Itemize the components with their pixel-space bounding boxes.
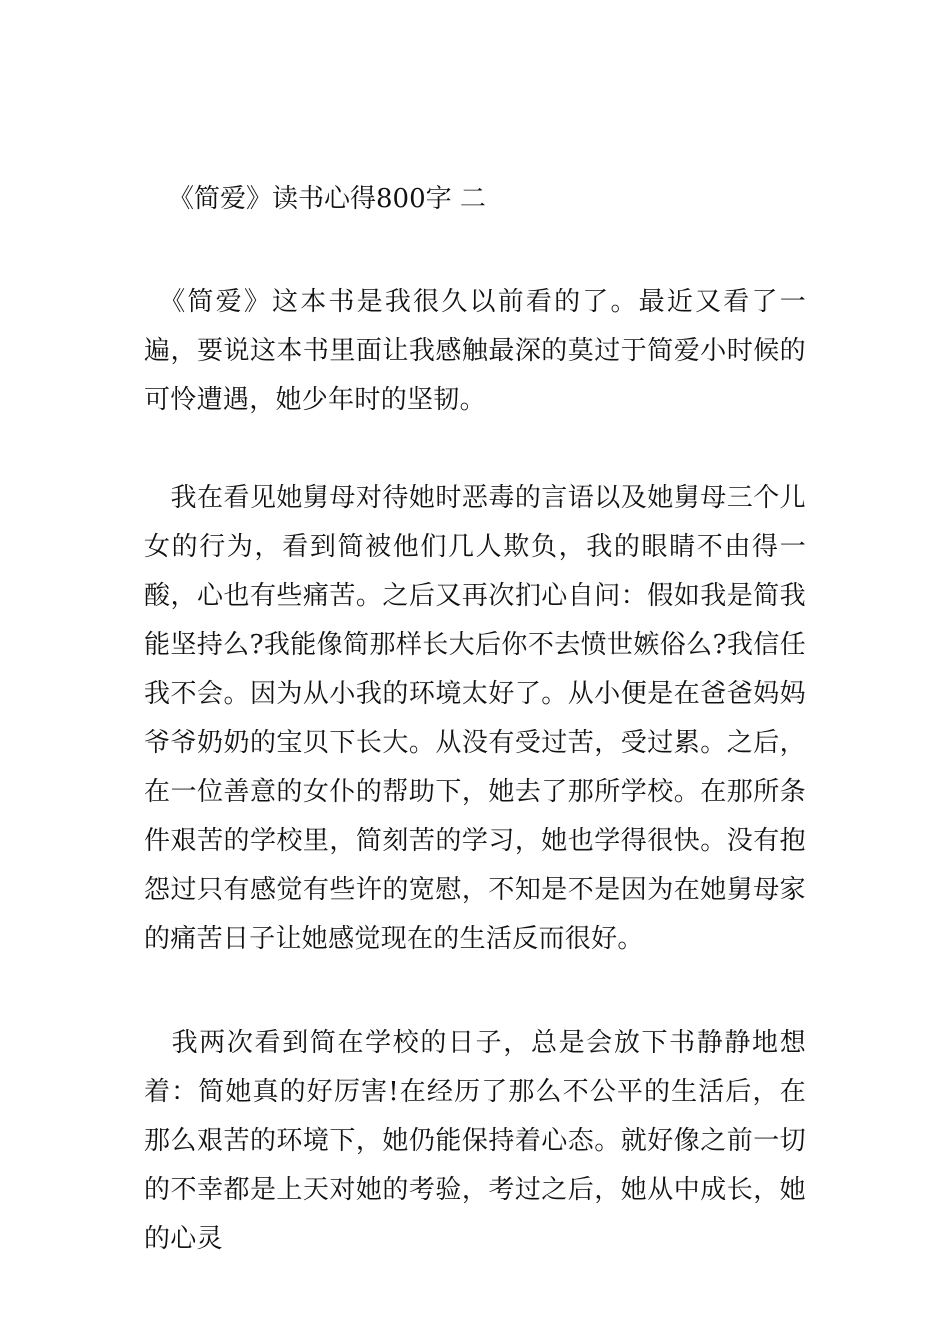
paragraph-3: 我两次看到简在学校的日子，总是会放下书静静地想着：简她真的好厉害!在经历了那么不公平的生活后，在那么艰苦的环境下，她仍能保持着心态。就好像之前一切的不幸都是上天对她的考验，考过之后，她从中成长，她的心灵 [144,1028,806,1254]
document-title: 《简爱》读书心得800字 二 [168,184,486,214]
paragraph-1: 《简爱》这本书是我很久以前看的了。最近又看了一遍，要说这本书里面让我感触最深的莫过于简爱小时候的可怜遭遇，她少年时的坚韧。 [144,287,806,415]
paragraph-2: 我在看见她舅母对待她时恶毒的言语以及她舅母三个儿女的行为，看到简被他们几人欺负，我的眼睛不由得一酸，心也有些痛苦。之后又再次扪心自问：假如我是简我能坚持么?我能像简那样长大后你不去愤世嫉俗么?我信任我不会。因为从小我的环境太好了。从小便是在爸爸妈妈爷爷奶奶的宝贝下长大。从没有受过苦，受过累。之后，在一位善意的女仆的帮助下，她去了那所学校。在那所条件艰苦的学校里，简刻苦的学习，她也学得很快。没有抱怨过只有感觉有些许的宽慰，不知是不是因为在她舅母家的痛苦日子让她感觉现在的生活反而很好。 [144,483,806,954]
